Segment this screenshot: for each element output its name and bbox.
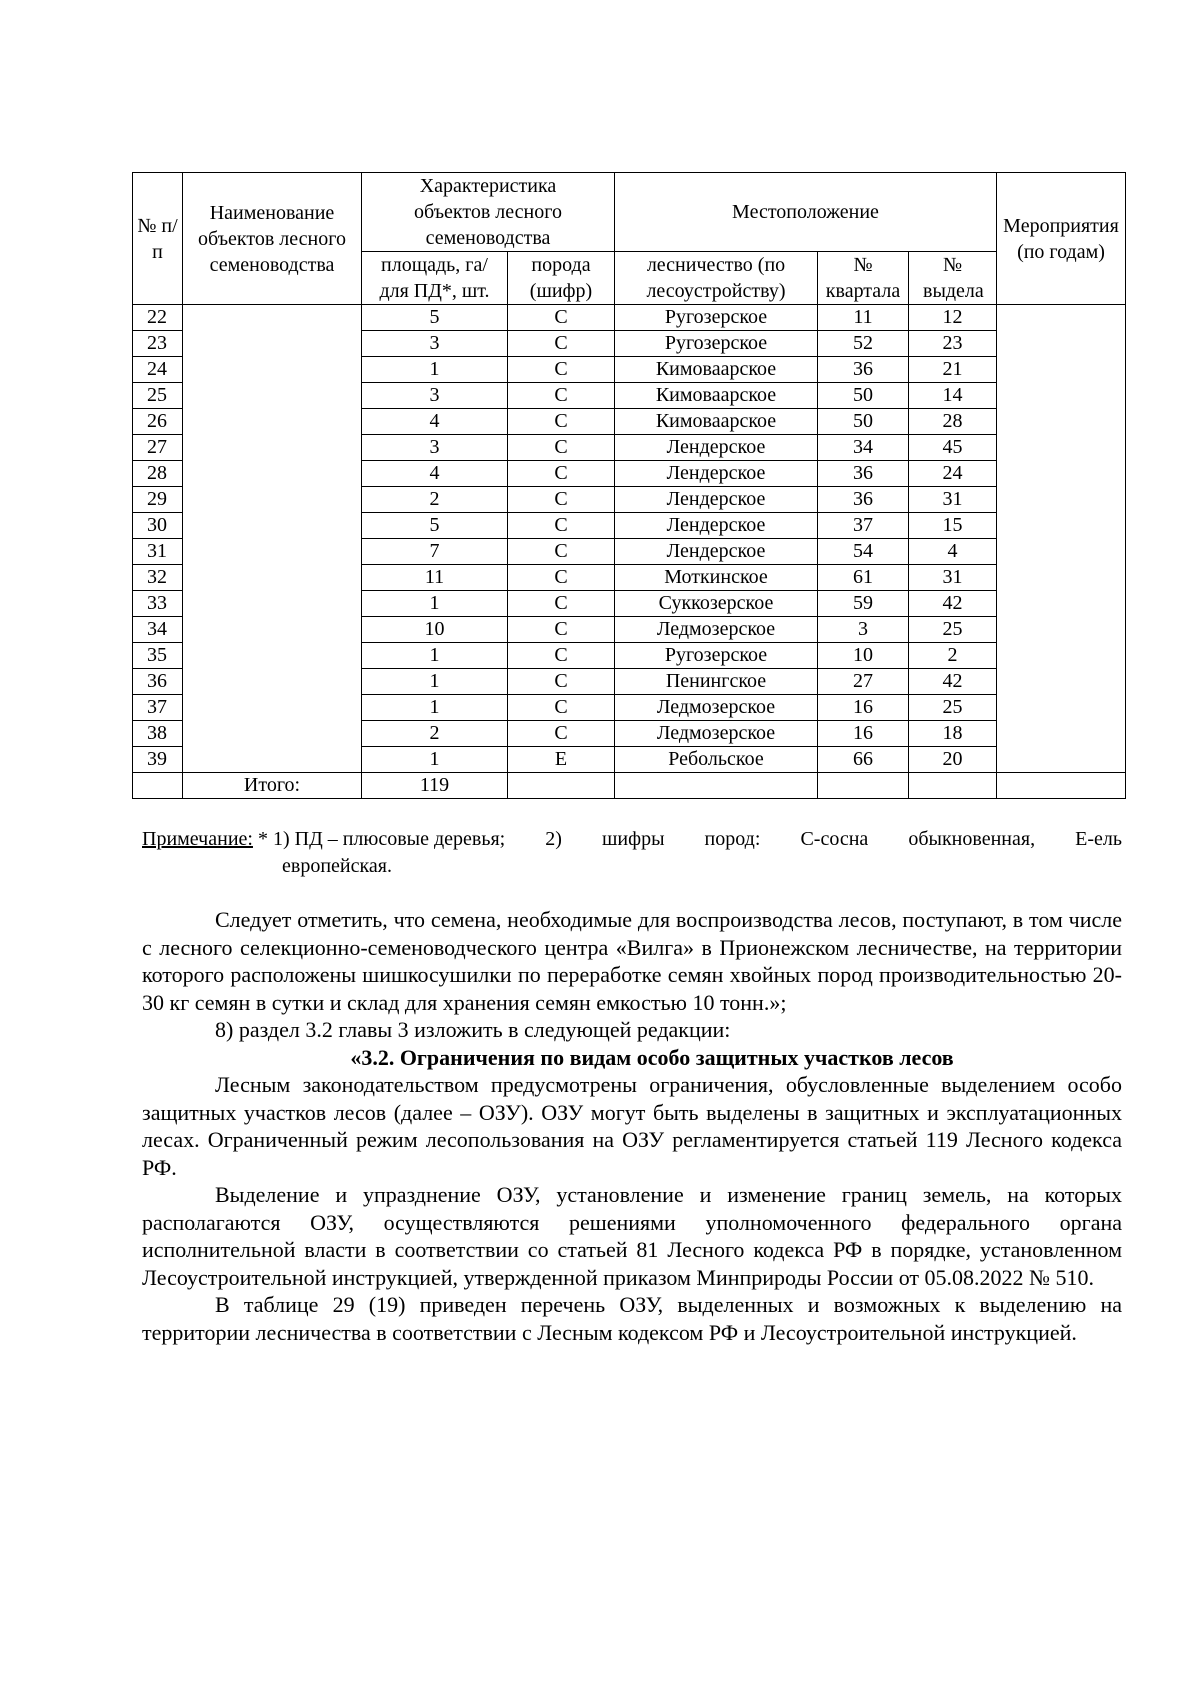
row-species: С [508, 721, 615, 747]
row-area: 1 [362, 747, 508, 773]
row-number: 33 [133, 591, 183, 617]
row-species: С [508, 461, 615, 487]
row-forestry: Суккозерское [615, 591, 818, 617]
header-species: порода (шифр) [508, 252, 615, 305]
row-area: 1 [362, 591, 508, 617]
row-forestry: Ругозерское [615, 643, 818, 669]
row-allotment: 25 [909, 695, 997, 721]
header-allotment: № выдела [909, 252, 997, 305]
row-number: 34 [133, 617, 183, 643]
row-area: 1 [362, 357, 508, 383]
row-number: 36 [133, 669, 183, 695]
row-area: 4 [362, 409, 508, 435]
row-number: 35 [133, 643, 183, 669]
row-number: 39 [133, 747, 183, 773]
row-number: 32 [133, 565, 183, 591]
total-value: 119 [362, 773, 508, 799]
row-forestry: Ледмозерское [615, 617, 818, 643]
note-label: Примечание: [142, 828, 253, 850]
row-number: 23 [133, 331, 183, 357]
row-species: С [508, 565, 615, 591]
row-species: С [508, 435, 615, 461]
row-allotment: 25 [909, 617, 997, 643]
row-number: 24 [133, 357, 183, 383]
row-forestry: Пенингское [615, 669, 818, 695]
row-species: С [508, 513, 615, 539]
row-area: 1 [362, 695, 508, 721]
row-forestry: Лендерское [615, 487, 818, 513]
row-species: С [508, 539, 615, 565]
row-quarter: 3 [818, 617, 909, 643]
row-quarter: 50 [818, 383, 909, 409]
body-text [142, 906, 1122, 1346]
row-allotment: 42 [909, 591, 997, 617]
row-species: С [508, 591, 615, 617]
row-allotment: 24 [909, 461, 997, 487]
note-part2: 2) [545, 828, 562, 850]
header-num: № п/п [133, 173, 183, 305]
row-allotment: 12 [909, 305, 997, 331]
note-part1: * 1) ПД – плюсовые деревья; [257, 828, 506, 850]
row-number: 30 [133, 513, 183, 539]
row-species: С [508, 409, 615, 435]
row-allotment: 21 [909, 357, 997, 383]
header-forestry: лесничество (по лесоустройству) [615, 252, 818, 305]
total-empty-species [508, 773, 615, 799]
row-area: 5 [362, 305, 508, 331]
total-label: Итого: [183, 773, 362, 799]
row-number: 29 [133, 487, 183, 513]
row-number: 25 [133, 383, 183, 409]
row-quarter: 61 [818, 565, 909, 591]
row-number: 28 [133, 461, 183, 487]
merged-name-cell [183, 305, 362, 773]
paragraph-4: Выделение и упразднение ОЗУ, установление и изменение границ земель, на которых располагаются ОЗУ, осуществляются решениями уполномоченного федерального органа исполнительной власти в соответствии со статьей 81 Лесного кодекса РФ в порядке, установленном Лесоустроительной инструкцией, утвержденной приказом Минприроды России от 05.08.2022 № 510. [142, 1182, 1122, 1290]
note-part6: обыкновенная, [908, 828, 1036, 850]
row-forestry: Лендерское [615, 513, 818, 539]
total-empty-allotment [909, 773, 997, 799]
row-allotment: 15 [909, 513, 997, 539]
row-quarter: 36 [818, 461, 909, 487]
row-species: Е [508, 747, 615, 773]
row-quarter: 54 [818, 539, 909, 565]
row-allotment: 20 [909, 747, 997, 773]
row-area: 2 [362, 721, 508, 747]
row-quarter: 59 [818, 591, 909, 617]
header-location: Местоположение [615, 173, 997, 252]
row-allotment: 2 [909, 643, 997, 669]
row-species: С [508, 331, 615, 357]
row-forestry: Ледмозерское [615, 695, 818, 721]
row-area: 4 [362, 461, 508, 487]
row-area: 3 [362, 383, 508, 409]
row-forestry: Лендерское [615, 435, 818, 461]
row-species: С [508, 305, 615, 331]
row-quarter: 66 [818, 747, 909, 773]
row-quarter: 36 [818, 357, 909, 383]
table-note [142, 826, 1122, 880]
row-area: 2 [362, 487, 508, 513]
row-quarter: 16 [818, 695, 909, 721]
row-forestry: Ругозерское [615, 305, 818, 331]
seed-objects-table [132, 172, 1126, 799]
row-allotment: 23 [909, 331, 997, 357]
row-allotment: 4 [909, 539, 997, 565]
row-number: 27 [133, 435, 183, 461]
row-quarter: 50 [818, 409, 909, 435]
row-area: 1 [362, 669, 508, 695]
row-area: 3 [362, 435, 508, 461]
row-area: 3 [362, 331, 508, 357]
row-forestry: Кимоваарское [615, 357, 818, 383]
row-forestry: Моткинское [615, 565, 818, 591]
row-area: 1 [362, 643, 508, 669]
row-species: С [508, 669, 615, 695]
note-part7: Е-ель [1075, 828, 1122, 850]
paragraph-1: Следует отметить, что семена, необходимые для воспроизводства лесов, поступают, в том числе с лесного селекционно-семеноводческого центра «Вилга» в Прионежском лесничестве, на территории которого расположены шишкосушилки по переработке семян хвойных пород производительностью 20-30 кг семян в сутки и склад для хранения семян емкостью 10 тонн.»; [142, 907, 1122, 1015]
note-line2: европейская. [282, 855, 392, 877]
row-species: С [508, 617, 615, 643]
row-number: 22 [133, 305, 183, 331]
row-species: С [508, 487, 615, 513]
row-forestry: Лендерское [615, 539, 818, 565]
row-quarter: 36 [818, 487, 909, 513]
note-part3: шифры [602, 828, 665, 850]
row-quarter: 34 [818, 435, 909, 461]
section-heading: «3.2. Ограничения по видам особо защитных участков лесов [350, 1044, 954, 1070]
paragraph-2: 8) раздел 3.2 главы 3 изложить в следующей редакции: [215, 1017, 731, 1042]
note-part4: пород: [704, 828, 761, 850]
row-quarter: 11 [818, 305, 909, 331]
header-area: площадь, га/ для ПД*, шт. [362, 252, 508, 305]
total-empty-forestry [615, 773, 818, 799]
total-empty-quarter [818, 773, 909, 799]
row-quarter: 37 [818, 513, 909, 539]
row-forestry: Ледмозерское [615, 721, 818, 747]
total-empty-cell [133, 773, 183, 799]
row-allotment: 31 [909, 565, 997, 591]
row-forestry: Кимоваарское [615, 409, 818, 435]
row-forestry: Ребольское [615, 747, 818, 773]
row-allotment: 45 [909, 435, 997, 461]
merged-measures-cell [997, 305, 1126, 773]
row-number: 31 [133, 539, 183, 565]
row-quarter: 52 [818, 331, 909, 357]
paragraph-5: В таблице 29 (19) приведен перечень ОЗУ, выделенных и возможных к выделению на территории лесничества в соответствии с Лесным кодексом РФ и Лесоустроительной инструкцией. [142, 1292, 1122, 1345]
row-forestry: Кимоваарское [615, 383, 818, 409]
row-species: С [508, 643, 615, 669]
row-forestry: Лендерское [615, 461, 818, 487]
total-empty-measures [997, 773, 1126, 799]
row-number: 37 [133, 695, 183, 721]
header-characteristics: Характеристика объектов лесного семеноводства [362, 173, 615, 252]
row-forestry: Ругозерское [615, 331, 818, 357]
row-species: С [508, 383, 615, 409]
row-area: 7 [362, 539, 508, 565]
header-measures: Мероприятия (по годам) [997, 173, 1126, 305]
row-allotment: 42 [909, 669, 997, 695]
paragraph-3: Лесным законодательством предусмотрены ограничения, обусловленные выделением особо защитных участков лесов (далее – ОЗУ). ОЗУ могут быть выделены в защитных и эксплуатационных лесах. Ограниченный режим лесопользования на ОЗУ регламентируется статьей 119 Лесного кодекса РФ. [142, 1072, 1122, 1180]
row-allotment: 14 [909, 383, 997, 409]
header-quarter: № квартала [818, 252, 909, 305]
row-quarter: 27 [818, 669, 909, 695]
table-row [133, 305, 1126, 331]
row-species: С [508, 695, 615, 721]
row-area: 11 [362, 565, 508, 591]
row-allotment: 31 [909, 487, 997, 513]
row-number: 38 [133, 721, 183, 747]
row-area: 10 [362, 617, 508, 643]
row-species: С [508, 357, 615, 383]
row-quarter: 10 [818, 643, 909, 669]
header-name: Наименование объектов лесного семеноводства [183, 173, 362, 305]
row-number: 26 [133, 409, 183, 435]
row-allotment: 18 [909, 721, 997, 747]
note-part5: С-сосна [800, 828, 869, 850]
row-area: 5 [362, 513, 508, 539]
row-allotment: 28 [909, 409, 997, 435]
row-quarter: 16 [818, 721, 909, 747]
